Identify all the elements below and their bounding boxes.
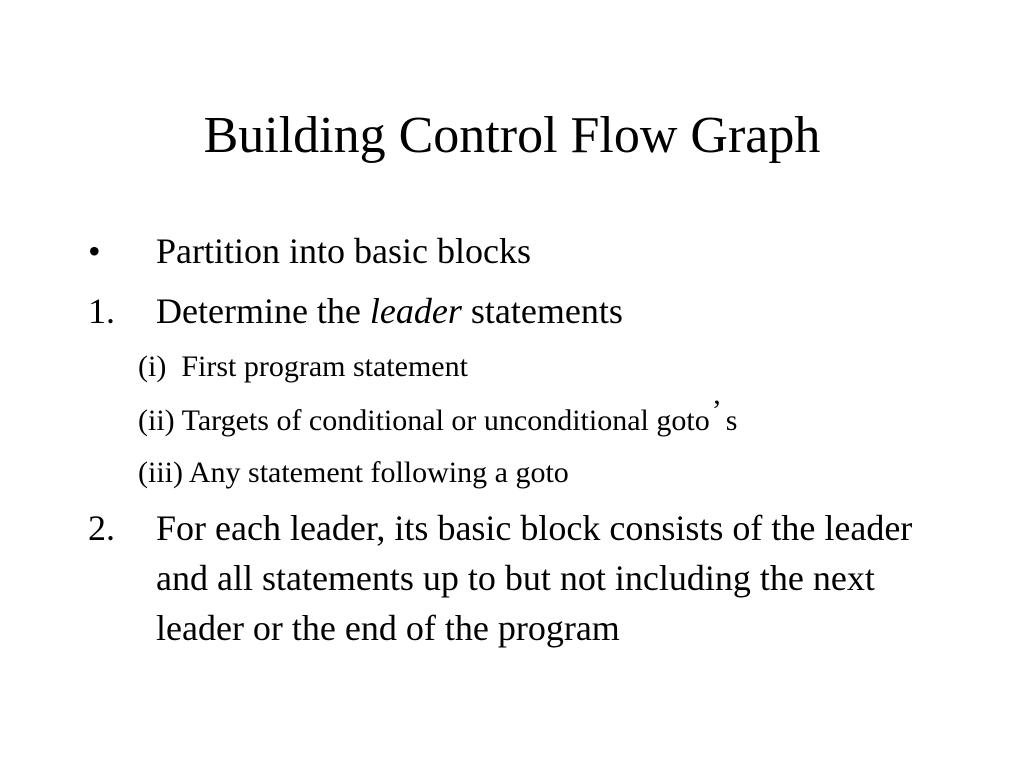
sub-marker: (iii) [138,456,183,489]
text-after: statements [461,291,623,331]
sub-item-ii [138,394,998,441]
bullet-item-partition [88,226,968,276]
sub-item-i [138,347,998,387]
text-before: Determine the [156,291,370,331]
sub-item-iii [138,453,998,493]
bullet-text: Partition into basic blocks [156,231,531,271]
apostrophe: ’ [711,394,722,427]
numbered-item-1 [88,286,968,336]
numbered-item-text [156,286,968,336]
bullet-marker: • [88,231,101,271]
sub-marker: (ii) [138,404,175,437]
emphasized-leader: leader [369,291,462,331]
numbered-item-2 [88,503,948,653]
number-marker: 1. [88,291,115,331]
sub-item-text: Any statement following a goto [188,456,569,489]
number-marker: 2. [88,508,115,548]
slide-title: Building Control Flow Graph [203,107,821,164]
numbered-item-text: For each leader, its basic block consists of the leader and all statements up to but not including the next leader or the end of the program [156,508,913,648]
sub-marker: (i) [138,350,167,383]
sub-item-text-after: s [725,404,738,437]
sub-item-text: First program statement [181,350,468,383]
sub-item-text: Targets of conditional or unconditional goto [181,404,710,437]
